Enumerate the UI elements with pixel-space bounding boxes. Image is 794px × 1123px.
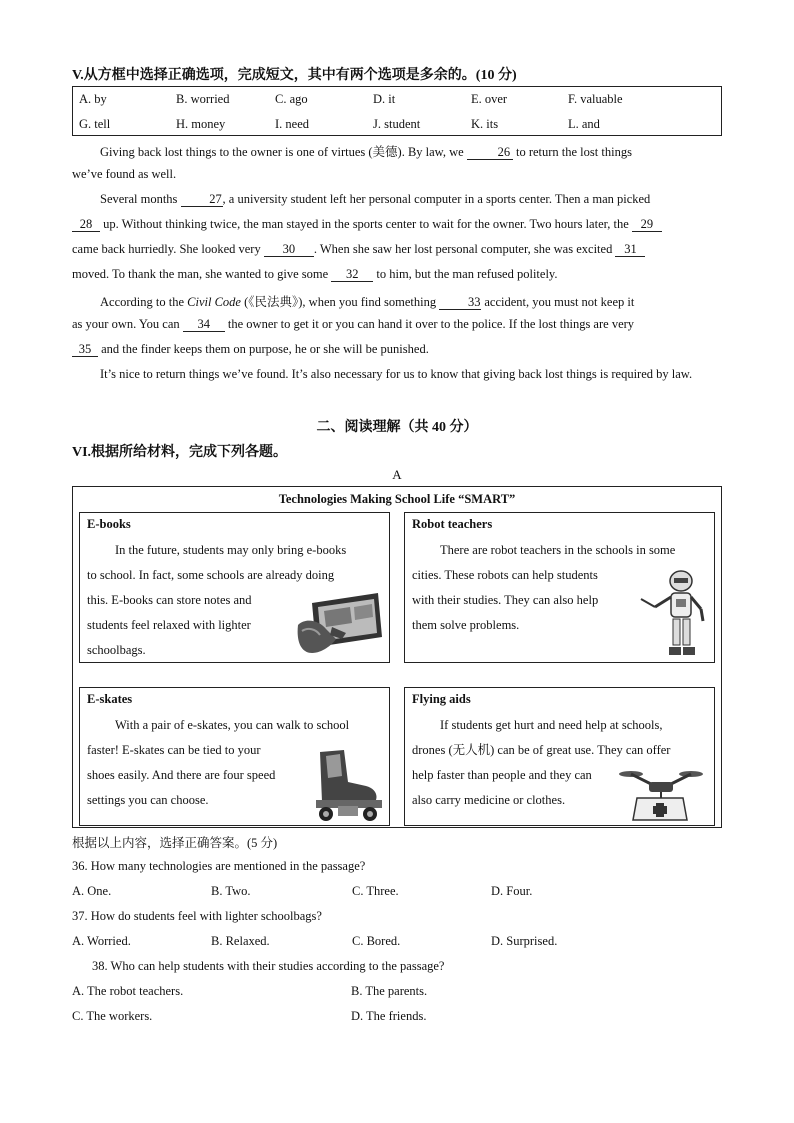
robot-illustration <box>637 569 711 661</box>
card-title: E-books <box>87 517 131 531</box>
card-title: E-skates <box>87 692 133 706</box>
answer-option[interactable]: B. The parents. <box>351 984 428 998</box>
answer-option[interactable]: C. Bored. <box>352 934 401 948</box>
passage-line: came back hurriedly. She looked very 30 . When she saw her lost personal computer, she was excited 31 <box>72 242 722 257</box>
blank-33: 33 <box>439 295 481 310</box>
word-option: D. it <box>373 92 396 106</box>
question-instruction: 根据以上内容，选择正确答案。(5 分) <box>72 836 278 850</box>
blank-35: 35 <box>72 342 98 357</box>
card-robot-teachers: Robot teachers There are robot teachers in the schools in some cities. These robots can help students with their studies. They can also help them solve problems. <box>404 512 715 663</box>
word-option: I. need <box>275 117 310 131</box>
passage-paragraph: It’s nice to return things we’ve found. It’s also necessary for us to know that giving back lost things is required by law. <box>100 367 693 381</box>
card-flying-aids: Flying aids If students get hurt and need help at schools, drones (无人机) can be of great use. They can offer help faster than people and they can also carry medicine or clothes. <box>404 687 715 826</box>
word-option: L. and <box>568 117 600 131</box>
box-title: Technologies Making School Life “SMART” <box>278 492 516 506</box>
word-option: F. valuable <box>568 92 623 106</box>
blank-32: 32 <box>331 267 373 282</box>
tablet-illustration <box>292 587 384 659</box>
card-title: Flying aids <box>412 692 471 706</box>
section-5-title: V.从方框中选择正确选项，完成短文，其中有两个选项是多余的。(10 分) <box>72 68 517 83</box>
blank-30: 30 <box>264 242 314 257</box>
word-option: H. money <box>176 117 226 131</box>
word-option: C. ago <box>275 92 308 106</box>
blank-34: 34 <box>183 317 225 332</box>
answer-option[interactable]: C. The workers. <box>72 1009 153 1023</box>
word-option: K. its <box>471 117 499 131</box>
blank-31: 31 <box>615 242 645 257</box>
passage-line: Giving back lost things to the owner is one of virtues (美德). By law, we 26 to return the lost things <box>100 145 632 159</box>
answer-option[interactable]: C. Three. <box>352 884 399 898</box>
drone-illustration <box>619 766 703 824</box>
answer-option[interactable]: D. Surprised. <box>491 934 558 948</box>
part-2-title: 二、阅读理解（共 40 分） <box>316 420 478 435</box>
blank-29: 29 <box>632 217 662 232</box>
question-stem: 37. How do students feel with lighter schoolbags? <box>72 909 322 923</box>
word-option: A. by <box>79 92 107 106</box>
card-title: Robot teachers <box>412 517 493 531</box>
answer-option[interactable]: B. Relaxed. <box>211 934 270 948</box>
passage-line: as your own. You can 34 the owner to get it or you can hand it over to the police. If the lost things are very <box>72 317 635 331</box>
passage-line: 28 up. Without thinking twice, the man stayed in the sports center to wait for the owner. Two hours later, the 29 <box>72 217 722 232</box>
question-stem: 36. How many technologies are mentioned in the passage? <box>72 859 366 873</box>
word-option: G. tell <box>79 117 111 131</box>
e-skates-illustration <box>308 746 388 824</box>
blank-26: 26 <box>467 145 513 160</box>
card-e-skates: E-skates With a pair of e-skates, you can walk to school faster! E-skates can be tied to your shoes easily. And there are four speed settings you can choose. <box>79 687 390 826</box>
passage-line: According to the Civil Code (《民法典》), when you find something 33 accident, you must not keep it <box>100 295 635 309</box>
answer-option[interactable]: D. Four. <box>491 884 533 898</box>
answer-option[interactable]: D. The friends. <box>351 1009 427 1023</box>
civil-code-term: Civil Code <box>187 295 241 309</box>
passage-line: we’ve found as well. <box>72 167 177 181</box>
card-e-books: E-books In the future, students may only bring e-books to school. In fact, some schools are already doing this. E-books can store notes and students feel relaxed with lighter schoolbags. <box>79 512 390 663</box>
blank-27: 27 <box>181 192 223 207</box>
answer-option[interactable]: A. One. <box>72 884 112 898</box>
word-option: J. student <box>373 117 421 131</box>
section-6-title: VI.根据所给材料，完成下列各题。 <box>72 445 288 460</box>
answer-option[interactable]: B. Two. <box>211 884 251 898</box>
passage-label: A <box>392 467 402 482</box>
answer-option[interactable]: A. Worried. <box>72 934 131 948</box>
question-stem: 38. Who can help students with their studies according to the passage? <box>92 959 445 973</box>
passage-line: moved. To thank the man, she wanted to give some 32 to him, but the man refused politely. <box>72 267 558 281</box>
blank-28: 28 <box>72 217 100 232</box>
passage-line: 35 and the finder keeps them on purpose, he or she will be punished. <box>72 342 722 357</box>
answer-option[interactable]: A. The robot teachers. <box>72 984 184 998</box>
word-option: B. worried <box>176 92 230 106</box>
word-option: E. over <box>471 92 508 106</box>
passage-line: Several months 27, a university student left her personal computer in a sports center. Then a man picked <box>100 192 651 206</box>
